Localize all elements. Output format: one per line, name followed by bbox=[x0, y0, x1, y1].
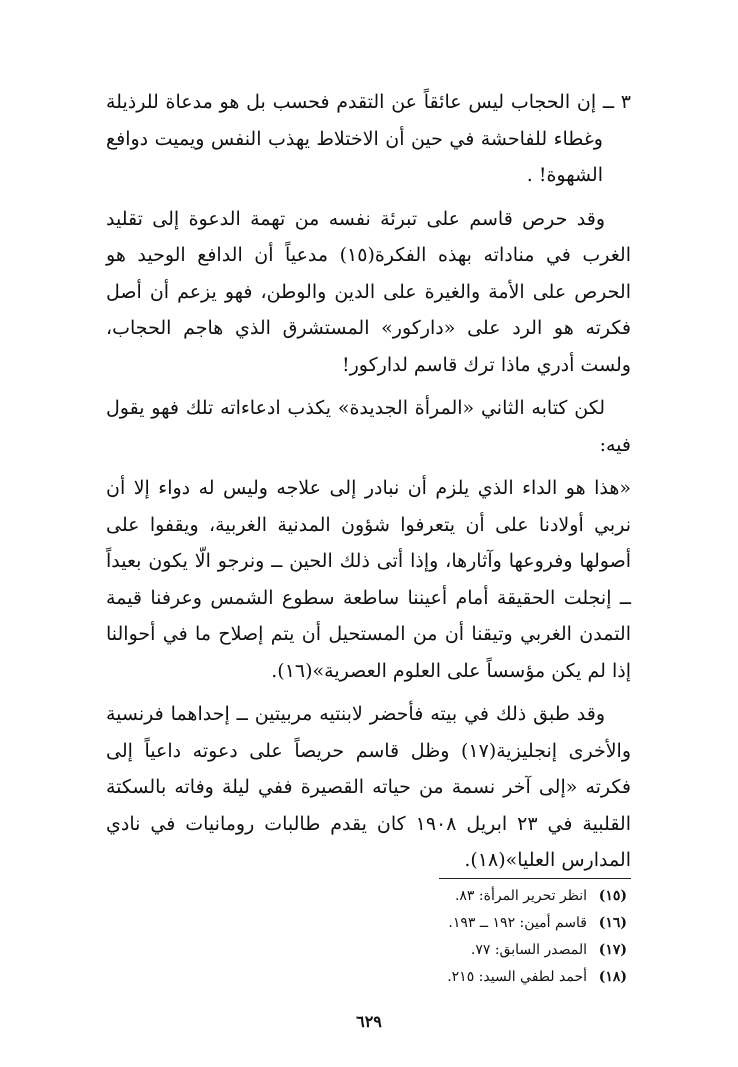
footnote-text: المصدر السابق: ٧٧. bbox=[470, 942, 587, 958]
paragraph-application: وقد طبق ذلك في بيته فأحضر لابنتيه مربيتين ــ إحداهما فرنسية والأخرى إنجليزية(١٧) وظل قاسم حريصاً على دعوته داعياً إلى فكرته «إلى آخر نسمة من حياته القصيرة ففي ليلة وفاته بالسكتة القلبية في ٢٣ ابريل ١٩٠٨ كان يقدم طالبات رومانيات في نادي المدارس العليا»(١٨). bbox=[106, 703, 632, 871]
footnote-text: قاسم أمين: ١٩٢ ــ ١٩٣. bbox=[448, 915, 587, 931]
page-number: ٦٢٩ bbox=[356, 1012, 382, 1031]
paragraph-second-book: لكن كتابه الثاني «المرأة الجديدة» يكذب ادعاءاته تلك فهو يقول فيه: bbox=[106, 397, 631, 456]
footnote-18 bbox=[106, 964, 631, 991]
footnote-divider bbox=[439, 878, 631, 879]
footnote-17 bbox=[106, 937, 631, 964]
footnote-number: (١٦) bbox=[598, 915, 627, 931]
main-text bbox=[106, 84, 631, 879]
footnote-15 bbox=[106, 883, 631, 910]
footnote-number: (١٨) bbox=[598, 969, 627, 985]
footnote-text: أحمد لطفي السيد: ٢١٥. bbox=[447, 969, 587, 985]
footnote-number: (١٧) bbox=[598, 942, 627, 958]
paragraph-point-3: ٣ ــ إن الحجاب ليس عائقاً عن التقدم فحسب بل هو مدعاة للرذيلة وغطاء للفاحشة في حين أن الاختلاط يهذب النفس ويميت دوافع الشهوة! . bbox=[106, 91, 631, 186]
footnote-number: (١٥) bbox=[598, 888, 627, 904]
paragraph-qasim-defense: وقد حرص قاسم على تبرئة نفسه من تهمة الدعوة إلى تقليد الغرب في مناداته بهذه الفكرة(١٥) مدعياً أن الدافع الوحيد هو الحرص على الأمة والغيرة على الدين والوطن، فهو يزعم أن أصل فكرته هو الرد على «داركور» المستشرق الذي هاجم الحجاب، ولست أدري ماذا ترك قاسم لداركور! bbox=[106, 207, 632, 376]
footnote-text: انظر تحرير المرأة: ٨٣. bbox=[454, 888, 587, 904]
footnote-16 bbox=[106, 910, 631, 937]
paragraph-quotation: «هذا هو الداء الذي يلزم أن نبادر إلى علاجه وليس له دواء إلا أن نربي أولادنا على أن يتعرفوا شؤون المدنية الغربية، ويقفوا على أصولها وفروعها وآثارها، وإذا أتى ذلك الحين ــ ونرجو الّا يكون بعيداً ــ إنجلت الحقيقة أمام أعيننا ساطعة سطوع الشمس وعرفنا قيمة التمدن الغربي وتيقنا أن من المستحيل أن يتم إصلاح ما في أحوالنا إذا لم يكن مؤسساً على العلوم العصرية»(١٦). bbox=[106, 477, 631, 682]
footnotes bbox=[106, 878, 631, 991]
